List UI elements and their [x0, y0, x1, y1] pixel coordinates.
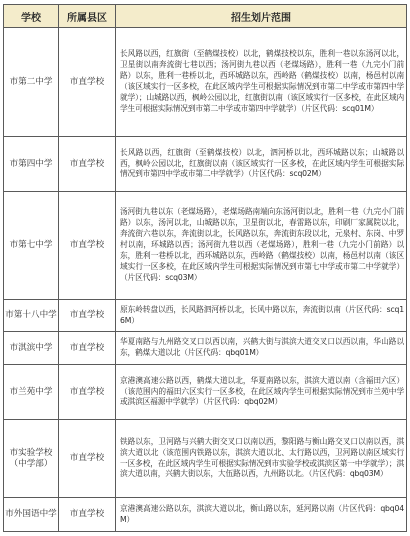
- table-row: [4, 192, 407, 300]
- zone-range: 京港澳高速公路以西，鹤煤大道以北，华夏南路以东，淇滨大道以南（含福田六区）（该范围内的福田六区实行一区多校，在此区域内学生可根据实际情况到市兰苑中学或淇滨区福源中学就学）（片区代码：qbq02M）: [116, 365, 407, 420]
- school-name: 市外国语中学: [4, 498, 59, 532]
- zone-range: 长风路以西，红旗街（至鹤煤技校）以北，泗河桥以北，西环城路以东；山城路以西，枫岭公园以北，红旗街以南（该区域实行一区多校，在此区域内学生可根据实际情况到市第四中学或市第二中学就学）（片区代码：scq02M）: [116, 137, 407, 192]
- header-range: 招生划片范围: [116, 5, 407, 28]
- header-school: 学校: [4, 5, 59, 28]
- zone-range: 京港澳高速公路以东，淇滨大道以北，衡山路以东，延河路以南（片区代码：qbq04M）: [116, 498, 407, 532]
- zone-range: 原东岭转盘以西，长风路泗河桥以北，长风中路以东，奔流街以南（片区代码：scq16M）: [116, 300, 407, 332]
- district-name: 市直学校: [59, 28, 116, 137]
- school-name: 市第十八中学: [4, 300, 59, 332]
- enrollment-zone-table: [3, 4, 407, 532]
- table-row: [4, 365, 407, 420]
- school-name: 市第二中学: [4, 28, 59, 137]
- header-district: 所属县区: [59, 5, 116, 28]
- district-name: 市直学校: [59, 498, 116, 532]
- school-name: 市兰苑中学: [4, 365, 59, 420]
- table-header-row: [4, 5, 407, 28]
- zone-range: 铁路以东，卫河路与兴鹤大街交叉口以南以西，黎阳路与衡山路交叉口以南以西，淇滨大道以北（该范围内铁路以东，淇滨大道以北、太行路以西，卫河路以南区域实行一区多校，在此区域内学生可根据实际情况到市实验学校或淇滨区第一中学就学）；淇滨大道以南，兴鹤大街以东，大伍路以西，九州路以北。（片区代码：qbq03M）: [116, 420, 407, 498]
- zone-range: 汤河街九巷以东（老煤场路），老煤场路南端向东汤河街以北，胜利一巷（九完小门前路）以东，汤河以北，山城路以东，卫星街以北，春雷路以东，印刷厂家属院以北，奔流街六巷以东，奔流街以北，长风路以东，奔流街东段以北，元泉村、东岗、中罗村以南，环城路以西；汤河街九巷以西（老煤场路），胜利一巷（九完小门前路）以东，胜利一巷桥以北，西环城路以东，西岭路（鹤煤技校）以南，杨邑村以南（该区域实行一区多校，在此区域内学生可根据实际情况到市第七中学或市第二中学就学）（片区代码：scq03M）: [116, 192, 407, 300]
- school-name: 市第七中学: [4, 192, 59, 300]
- district-name: 市直学校: [59, 192, 116, 300]
- table-row: [4, 137, 407, 192]
- district-name: 市直学校: [59, 420, 116, 498]
- district-name: 市直学校: [59, 300, 116, 332]
- district-name: 市直学校: [59, 137, 116, 192]
- table-row: [4, 498, 407, 532]
- zone-range: 长风路以西，红旗街（至鹤煤技校）以北，鹤煤技校以东，胜利一巷以东汤河以北，卫星街以南奔流街七巷以西；汤河街九巷以西（老煤场路），胜利一巷（九完小门前路）以东，胜利一巷桥以北，西环城路以东，西岭路（鹤煤技校）以南，杨邑村以南（该区域实行一区多校，在此区域内学生可根据实际情况到市第二中学或市第四中学就学）；山城路以西，枫岭公园以北，红旗街以南（该区域实行一区多校，在此区域内学生可根据实际情况到市第二中学或市第四中学就学）（片区代码：scq01M）: [116, 28, 407, 137]
- table-row: [4, 300, 407, 332]
- school-name: 市淇滨中学: [4, 332, 59, 365]
- table-row: [4, 420, 407, 498]
- zone-range: 华夏南路与九州路交叉口以西以南，兴鹤大街与淇滨大道交叉口以西以南，华山路以东，鹤煤大道以北（片区代码：qbq01M）: [116, 332, 407, 365]
- district-name: 市直学校: [59, 365, 116, 420]
- school-name: 市实验学校（中学部）: [4, 420, 59, 498]
- table-row: [4, 332, 407, 365]
- table-row: [4, 28, 407, 137]
- district-name: 市直学校: [59, 332, 116, 365]
- school-name: 市第四中学: [4, 137, 59, 192]
